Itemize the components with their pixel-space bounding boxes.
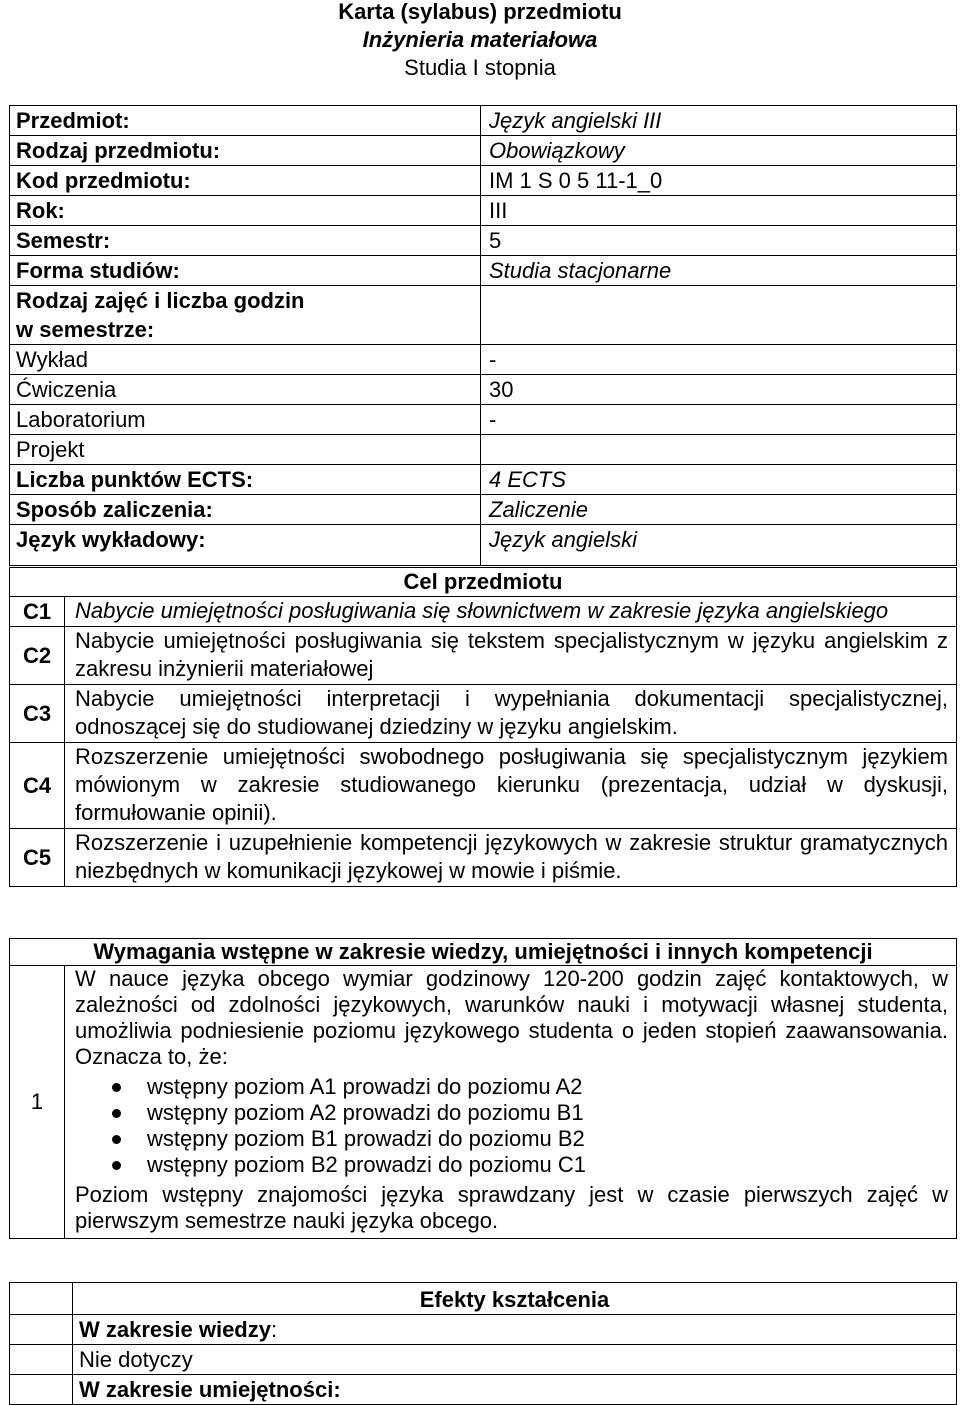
info-row-przedmiot xyxy=(10,106,957,136)
info-value: Język angielski xyxy=(481,525,957,566)
info-row-ects xyxy=(10,465,957,495)
info-row-jezyk xyxy=(10,525,957,566)
info-label: Przedmiot: xyxy=(10,106,481,136)
info-value: Zaliczenie xyxy=(481,495,957,525)
info-label: Rok: xyxy=(10,196,481,226)
level-list-text: wstępny poziom A1 prowadzi do poziomu A2 xyxy=(147,1074,583,1099)
objective-row xyxy=(10,743,957,829)
info-label: Ćwiczenia xyxy=(10,375,481,405)
objectives-heading: Cel przedmiotu xyxy=(10,568,957,597)
info-row-wyklad xyxy=(10,345,957,375)
objective-code: C4 xyxy=(10,743,65,829)
info-value: IM 1 S 0 5 11-1_0 xyxy=(481,166,957,196)
objective-code: C2 xyxy=(10,627,65,685)
bullet-icon xyxy=(112,1161,121,1170)
info-row-semestr xyxy=(10,226,957,256)
info-label: Laboratorium xyxy=(10,405,481,435)
outcomes-header-row xyxy=(10,1283,957,1315)
level-list-item xyxy=(75,1074,948,1100)
outcomes-heading: Efekty kształcenia xyxy=(73,1283,957,1315)
info-value: - xyxy=(481,405,957,435)
objective-row xyxy=(10,597,957,627)
level-list-item xyxy=(75,1100,948,1126)
prerequisite-row xyxy=(10,966,957,1239)
info-label xyxy=(10,286,481,345)
info-row-rodzaj xyxy=(10,136,957,166)
outcomes-side-cell xyxy=(10,1315,73,1345)
info-row-rodzaj-zajec xyxy=(10,286,957,345)
objective-text: Nabycie umiejętności interpretacji i wypełniania dokumentacji specjalistycznej, odnoszącej się do studiowanej dziedziny w języku angielskim. xyxy=(65,685,957,743)
objectives-header-row xyxy=(10,568,957,597)
info-value: III xyxy=(481,196,957,226)
level-list-text: wstępny poziom B2 prowadzi do poziomu C1 xyxy=(147,1152,587,1177)
info-label: Semestr: xyxy=(10,226,481,256)
info-label: Język wykładowy: xyxy=(10,525,481,566)
document-header xyxy=(0,0,960,82)
study-level: Studia I stopnia xyxy=(404,55,556,80)
info-label: Projekt xyxy=(10,435,481,465)
info-label: Forma studiów: xyxy=(10,256,481,286)
info-label: Wykład xyxy=(10,345,481,375)
outcomes-skills-label-row xyxy=(10,1375,957,1405)
info-value xyxy=(481,435,957,465)
objective-code: C1 xyxy=(10,597,65,627)
bullet-icon xyxy=(112,1135,121,1144)
prerequisites-header-row xyxy=(10,939,957,966)
info-row-projekt xyxy=(10,435,957,465)
info-label: Rodzaj przedmiotu: xyxy=(10,136,481,166)
info-row-rok xyxy=(10,196,957,226)
level-list-text: wstępny poziom B1 prowadzi do poziomu B2 xyxy=(147,1126,585,1151)
objective-row xyxy=(10,685,957,743)
info-label: Liczba punktów ECTS: xyxy=(10,465,481,495)
outcomes-side-cell xyxy=(10,1283,73,1315)
info-label-line: Rodzaj zajęć i liczba godzin xyxy=(16,288,305,313)
prerequisite-intro: W nauce języka obcego wymiar godzinowy 120-200 godzin zajęć kontaktowych, w zależności od zdolności językowych, warunków nauki i motywacji własnej studenta, umożliwia podniesienie poziomu językowego studenta o jeden stopień zaawansowania. Oznacza to, że: xyxy=(75,966,948,1069)
course-objectives-table xyxy=(9,567,957,887)
knowledge-value: Nie dotyczy xyxy=(73,1345,957,1375)
info-label-line: w semestrze: xyxy=(16,317,155,342)
info-value: 4 ECTS xyxy=(481,465,957,495)
info-row-forma xyxy=(10,256,957,286)
info-row-zaliczenie xyxy=(10,495,957,525)
bullet-icon xyxy=(112,1109,121,1118)
info-value: 30 xyxy=(481,375,957,405)
objective-code: C3 xyxy=(10,685,65,743)
prerequisite-number: 1 xyxy=(10,966,65,1239)
info-value: Język angielski III xyxy=(481,106,957,136)
outcomes-knowledge-label-row xyxy=(10,1315,957,1345)
info-label: Sposób zaliczenia: xyxy=(10,495,481,525)
learning-outcomes-table xyxy=(9,1282,957,1405)
prerequisite-content xyxy=(65,966,957,1239)
prerequisite-outro: Poziom wstępny znajomości języka sprawdzany jest w czasie pierwszych zajęć w pierwszym semestrze nauki języka obcego. xyxy=(75,1182,948,1233)
outcomes-knowledge-value-row xyxy=(10,1345,957,1375)
objective-row xyxy=(10,627,957,685)
info-label: Kod przedmiotu: xyxy=(10,166,481,196)
info-value: 5 xyxy=(481,226,957,256)
info-row-cwiczenia xyxy=(10,375,957,405)
objective-text: Nabycie umiejętności posługiwania się słownictwem w zakresie języka angielskiego xyxy=(65,597,957,627)
info-value xyxy=(481,286,957,345)
outcomes-side-cell xyxy=(10,1345,73,1375)
info-value: Studia stacjonarne xyxy=(481,256,957,286)
skills-label: W zakresie umiejętności: xyxy=(73,1375,957,1405)
info-value: - xyxy=(481,345,957,375)
objective-text: Nabycie umiejętności posługiwania się tekstem specjalistycznym w języku angielskim z zakresu inżynierii materiałowej xyxy=(65,627,957,685)
outcomes-side-cell xyxy=(10,1375,73,1405)
document-title: Karta (sylabus) przedmiotu xyxy=(338,0,622,24)
objective-code: C5 xyxy=(10,829,65,887)
knowledge-label: W zakresie wiedzy: xyxy=(73,1315,957,1345)
program-name: Inżynieria materiałowa xyxy=(362,27,598,52)
info-row-kod xyxy=(10,166,957,196)
info-value: Obowiązkowy xyxy=(481,136,957,166)
prerequisites-table xyxy=(9,938,957,1239)
level-list-text: wstępny poziom A2 prowadzi do poziomu B1 xyxy=(147,1100,584,1125)
level-list-item xyxy=(75,1126,948,1152)
course-info-table xyxy=(9,105,957,566)
objective-row xyxy=(10,829,957,887)
prerequisites-heading: Wymagania wstępne w zakresie wiedzy, umiejętności i innych kompetencji xyxy=(10,939,957,966)
objective-text: Rozszerzenie i uzupełnienie kompetencji językowych w zakresie struktur gramatycznych niezbędnych w komunikacji językowej w mowie i piśmie. xyxy=(65,829,957,887)
info-row-laboratorium xyxy=(10,405,957,435)
objective-text: Rozszerzenie umiejętności swobodnego posługiwania się specjalistycznym językiem mówionym w zakresie studiowanego kierunku (prezentacja, udział w dyskusji, formułowanie opinii). xyxy=(65,743,957,829)
level-list xyxy=(75,1074,948,1178)
level-list-item xyxy=(75,1152,948,1178)
bullet-icon xyxy=(112,1083,121,1092)
